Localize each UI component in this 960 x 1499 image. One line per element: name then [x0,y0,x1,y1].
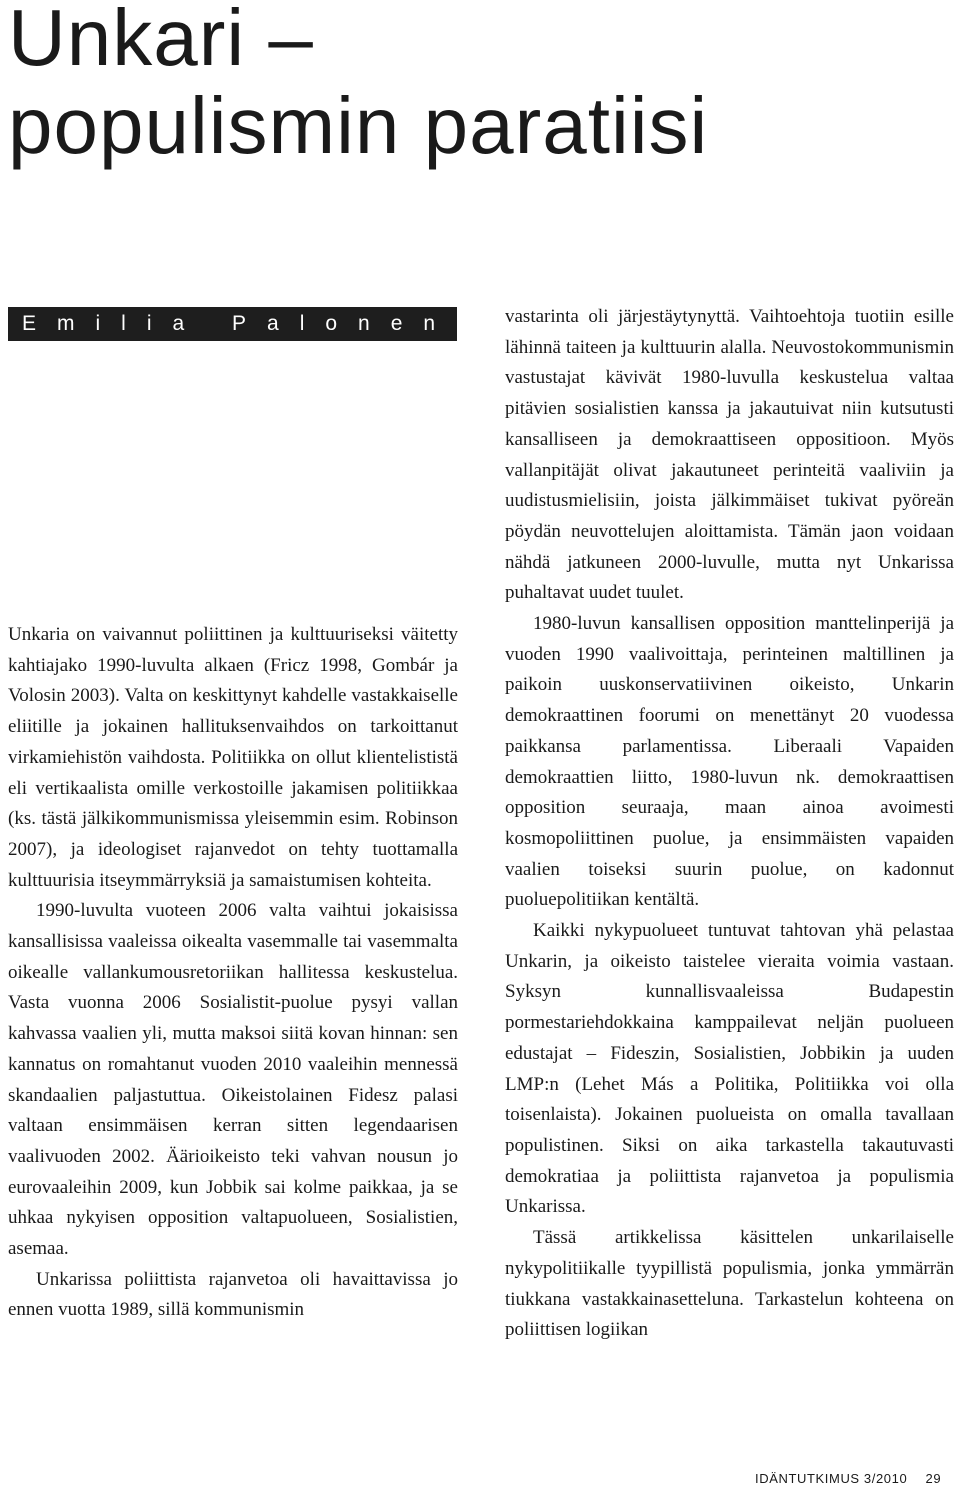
paragraph: 1980-luvun kansallisen opposition manttelinperijä ja vuoden 1990 vaalivoittaja, perinteinen maltillinen ja paikoin uuskonservatiivinen oikeisto, Unkarin demokraattinen foorumi on menettänyt 20 vuodessa paikkansa parlamentissa. Liberaali Vapaiden demokraattien liitto, 1980-luvun nk. demokraattisen opposition seuraaja, maan ainoa avoimesti kosmopoliittinen puolue, ja ensimmäisten vapaiden vaalien toiseksi suurin puolue, on kadonnut puoluepolitiikan kentältä. [505,613,954,911]
paragraph: Tässä artikkelissa käsittelen unkarilaiselle nykypolitiikalle tyypillistä populismia, jonka ymmärrän tiukkana vastakkainasetteluna. Tarkastelun kohteena on poliittisen logiikan [505,1227,954,1341]
page-number: 29 [925,1471,942,1486]
title-line-1: Unkari – [8,0,314,82]
author-bar [8,307,457,341]
page-footer [755,1471,941,1486]
left-column [8,620,458,1326]
right-column [505,302,954,1346]
paragraph: Kaikki nykypuolueet tuntuvat tahtovan yhä pelastaa Unkarin, ja oikeisto taistelee vieraita voimia vastaan. Syksyn kunnallisvaaleissa Budapestin pormestariehdokkaina kamppailevat neljän puolueen edustajat – Fideszin, Sosialistien, Jobbikin ja uuden LMP:n (Lehet Más a Politika, Politiikka voi olla toisenlaista). Jokainen puolueista on omalla tavallaan populistinen. Siksi on aika tarkastella takautuvasti demokratiaa ja poliittista rajanvetoa ja populismia Unkarissa. [505,920,954,1218]
paragraph: 1990-luvulta vuoteen 2006 valta vaihtui jokaisissa kansallisissa vaaleissa oikealta vasemmalle tai vasemmalta oikealle vallankumousretoriikan hallitessa keskustelua. Vasta vuonna 2006 Sosialistit-puolue pysyi vallan kahvassa vaalien yli, mutta maksoi siitä kovan hinnan: sen kannatus on romahtanut vuoden 2010 vaaleihin mennessä skandaalien paljastuttua. Oikeistolainen Fidesz palasi valtaan ensimmäisen kerran sitten legendaarisen vaalivuoden 2002. Äärioikeisto teki vahvan nousun jo eurovaaleihin 2009, kun Jobbik sai kolme paikkaa, ja se uhkaa nykyisen opposition valtapuolueen, Sosialistien, asemaa. [8,900,458,1260]
title-line-2: populismin paratiisi [8,81,709,170]
author-name: Emilia Palonen [22,312,457,335]
paragraph: Unkaria on vaivannut poliittinen ja kulttuuriseksi väitetty kahtiajako 1990-luvulta alkaen (Fricz 1998, Gombár ja Volosin 2003). Valta on keskittynyt kahdelle vastakkaiselle eliitille ja jokainen hallituksenvaihdos on tarkoittanut virkamiehistön vaihdosta. Politiikka on ollut klientelististä eli vertikaalista omille verkostoille jakamisen politiikkaa (ks. tästä jälkikommunismissa yleisemmin esim. Robinson 2007), ja ideologiset rajanvedot on tehty tuottamalla kulttuurisia itseymmärryksiä ja samaistumisen kohteita. [8,624,458,891]
journal-issue: IDÄNTUTKIMUS 3/2010 [755,1471,908,1486]
article-title [8,0,938,170]
paragraph: Unkarissa poliittista rajanvetoa oli havaittavissa jo ennen vuotta 1989, sillä kommunismin [8,1268,458,1321]
paragraph: vastarinta oli järjestäytynyttä. Vaihtoehtoja tuotiin esille lähinnä taiteen ja kulttuurin alalla. Neuvostokommunismin vastustajat kävivät 1980-luvulla keskustelua valtaa pitävien sosialistien kanssa ja jakautuivat niin kutsutusti kansalliseen ja demokraattiseen oppositioon. Myös vallanpitäjät olivat jakautuneet perinteitä vaaliviin ja uudistusmielisiin, joista jälkimmäiset tukivat pyöreän pöydän neuvottelujen aloittamista. Tämän jaon voidaan nähdä jatkuneen 2000-luvulle, mutta nyt Unkarissa puhaltavat uudet tuulet. [505,306,954,604]
